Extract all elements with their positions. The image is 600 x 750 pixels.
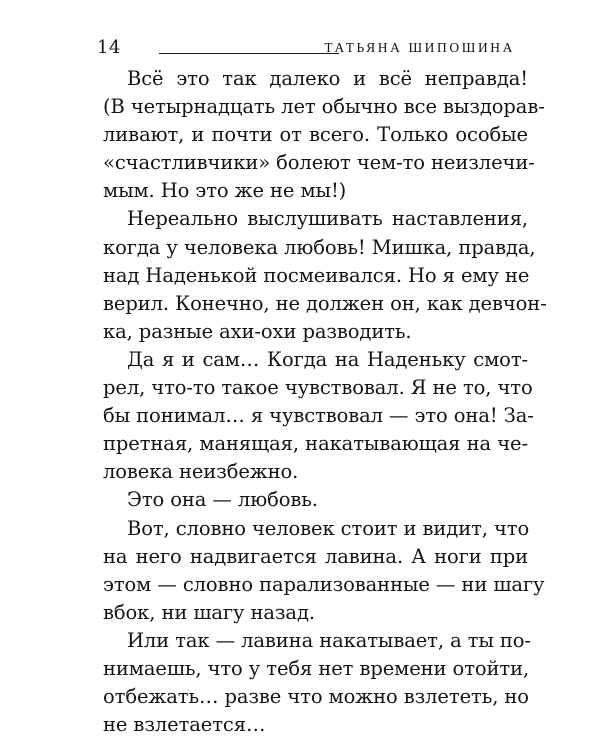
text-line: отбежать… разве что можно взлететь, но [103,685,529,709]
paragraph-6 [103,627,531,739]
text-line: верил. Конечно, не должен он, как девчон- [103,291,547,315]
text-line: ловека неизбежно. [103,460,299,484]
paragraph-2 [103,205,547,345]
header-rule [159,53,339,54]
paragraph-5 [103,515,545,627]
text-line: претная, манящая, накатывающая на че- [103,432,528,456]
text-line: рел, что-то такое чувствовал. Я не то, что [103,376,533,400]
text-line: мым. Но это же не мы!) [103,179,347,203]
text-line: ка, разные ахи-охи разводить. [103,319,412,343]
text-line: нимаешь, что у тебя нет времени отойти, [103,656,530,680]
body-text [103,65,547,739]
text-line: вбок, ни шагу назад. [103,600,315,624]
paragraph-4 [103,486,528,514]
text-line: Вот, словно человек стоит и видит, что [127,516,530,540]
author-name: ТАТЬЯНА ШИПОШИНА [324,40,515,55]
paragraph-3 [103,346,534,486]
text-line: Нереально выслушивать наставления, [127,207,528,231]
text-line: Да я и сам… Когда на Наденьку смот- [127,347,528,371]
text-line: этом — словно парализованные — ни шагу [103,572,545,596]
text-line: «счастливчики» болеют чем-то неизлечи- [103,151,535,175]
text-line: Всё это так далеко и всё неправда! [127,67,528,90]
text-line: Или так — лавина накатывает, а ты по- [127,628,531,652]
text-line: над Наденькой посмеивался. Но я ему не [103,263,530,287]
text-line: не взлетается… [103,713,266,737]
running-head [97,36,521,60]
paragraph-1 [103,65,545,205]
text-line: Это она — любовь. [127,488,318,512]
text-line: бы понимал… я чувствовал — это она! За- [103,404,534,428]
page-number: 14 [97,37,121,58]
text-line: когда у человека любовь! Мишка, правда, [103,235,536,259]
text-line: (В четырнадцать лет обычно все выздорав- [103,95,545,119]
text-line: на него надвигается лавина. А ноги при [103,544,528,568]
text-line: ливают, и почти от всего. Только особые [103,123,528,147]
